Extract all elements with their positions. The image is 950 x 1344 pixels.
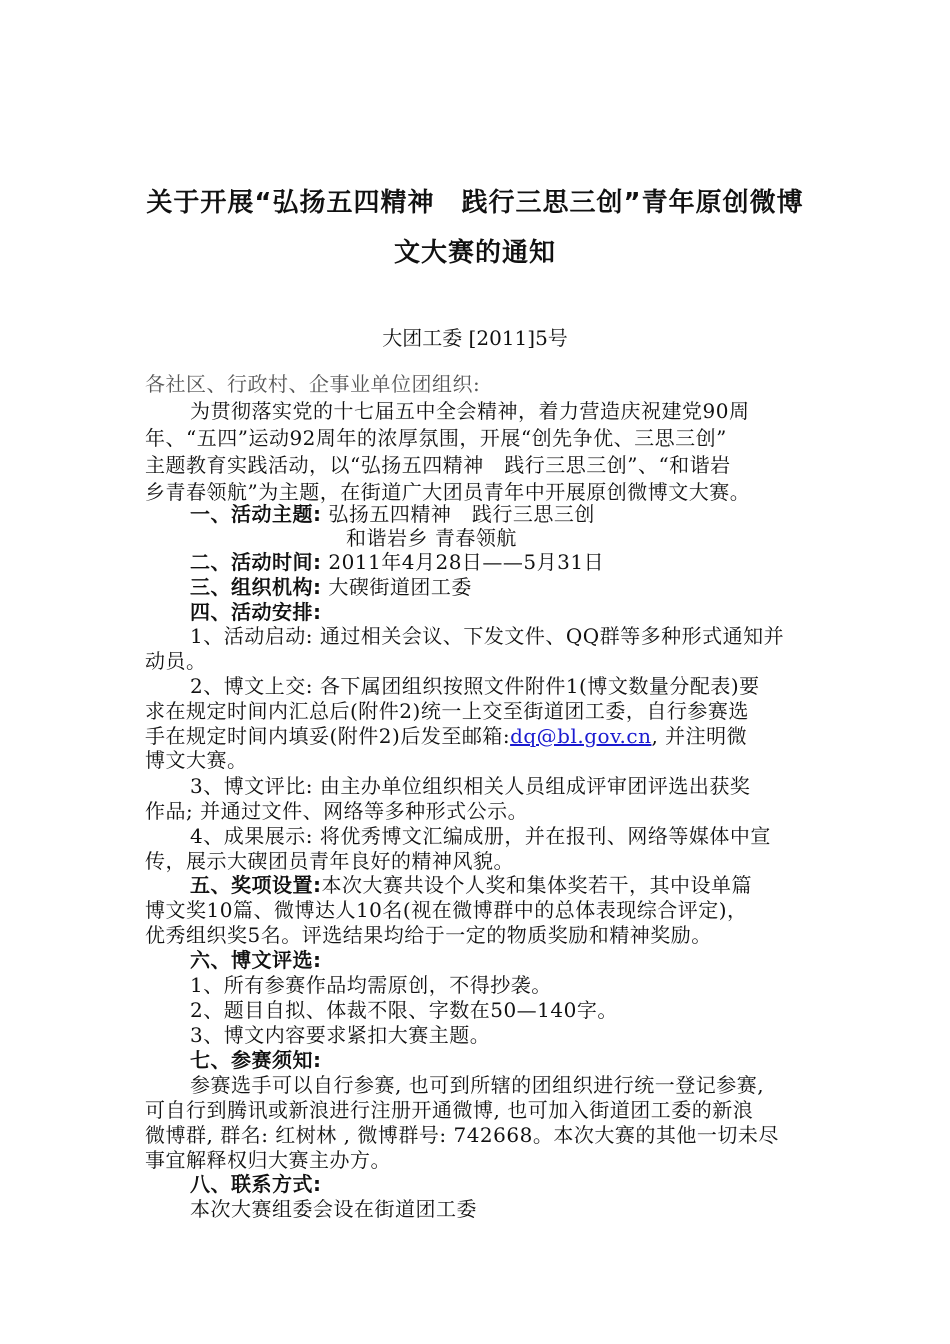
intro-line: 年、“五四”运动92周年的浓厚氛围，开展“创先争优、三思三创” [145,426,727,450]
section-heading: 三、组织机构: [190,575,322,599]
paragraph-line: 博文奖10篇、微博达人10名(视在微博群中的总体表现综合评定)， [145,898,748,922]
section-value: 弘扬五四精神 践行三思三创 [328,502,595,526]
section-heading: 二、活动时间: [190,550,322,574]
paragraph-line: 动员。 [145,649,207,673]
paragraph-line: 求在规定时间内汇总后(附件2)统一上交至街道团工委，自行参赛选 [145,699,749,723]
paragraph-line: 2、博文上交: 各下属团组织按照文件附件1(博文数量分配表)要 [190,674,760,698]
list-item: 1、所有参赛作品均需原创，不得抄袭。 [190,973,552,997]
salutation: 各社区、行政村、企事业单位团组织: [145,372,481,396]
doc-number: 大团工委 [2011]5号 [382,326,568,350]
doc-title-line-1: 关于开展“弘扬五四精神 践行三思三创”青年原创微博 [146,188,804,218]
intro-line: 为贯彻落实党的十七届五中全会精神，着力营造庆祝建党90周 [190,399,750,423]
paragraph-text: , 并注明微 [651,724,748,748]
paragraph-line: 3、博文评比: 由主办单位组织相关人员组成评审团评选出获奖 [190,774,751,798]
paragraph-line: 参赛选手可以自行参赛, 也可到所辖的团组织进行统一登记参赛, [190,1073,765,1097]
list-item: 2、题目自拟、体裁不限、字数在50—140字。 [190,998,618,1022]
section-value: 本次大赛共设个人奖和集体奖若干，其中设单篇 [321,873,752,897]
section-7-heading: 七、参赛须知: [190,1048,322,1072]
section-5 [190,871,752,899]
section-8-heading: 八、联系方式: [190,1172,322,1196]
paragraph-line: 优秀组织奖5名。评选结果均给于一定的物质奖励和精神奖励。 [145,923,712,947]
section-value: 2011年4月28日——5月31日 [328,550,605,574]
intro-line: 主题教育实践活动，以“弘扬五四精神 践行三思三创”、“和谐岩 [145,453,731,477]
paragraph-line: 1、活动启动: 通过相关会议、下发文件、QQ群等多种形式通知并 [190,624,785,648]
paragraph-line: 可自行到腾讯或新浪进行注册开通微博, 也可加入街道团工委的新浪 [145,1098,754,1122]
section-6-heading: 六、博文评选: [190,948,322,972]
paragraph-line: 作品; 并通过文件、网络等多种形式公示。 [145,799,529,823]
section-4-heading: 四、活动安排: [190,600,322,624]
doc-title-line-2: 文大赛的通知 [393,238,556,268]
section-3 [190,573,472,601]
paragraph-line: 微博群, 群名: 红树林 , 微博群号: 742668。本次大赛的其他一切未尽 [145,1123,779,1147]
list-item: 3、博文内容要求紧扣大赛主题。 [190,1023,491,1047]
paragraph-line: 事宜解释权归大赛主办方。 [145,1148,391,1172]
paragraph-line: 传，展示大碶团员青年良好的精神风貌。 [145,849,514,873]
section-heading: 五、奖项设置: [190,873,322,897]
paragraph-text: 手在规定时间内填妥(附件2)后发至邮箱: [145,724,511,748]
section-heading: 一、活动主题: [190,502,322,526]
section-2 [190,548,604,576]
section-1-value-2: 和谐岩乡 青春领航 [346,526,517,550]
intro-line: 乡青春领航”为主题，在街道广大团员青年中开展原创微博文大赛。 [145,480,751,504]
paragraph-line: 博文大赛。 [145,748,248,772]
paragraph-line: 4、成果展示: 将优秀博文汇编成册，并在报刊、网络等媒体中宣 [190,824,771,848]
section-value: 大碶街道团工委 [328,575,472,599]
email-link[interactable]: dq@bl.gov.cn [510,724,652,748]
paragraph-line: 本次大赛组委会设在街道团工委 [190,1197,477,1221]
